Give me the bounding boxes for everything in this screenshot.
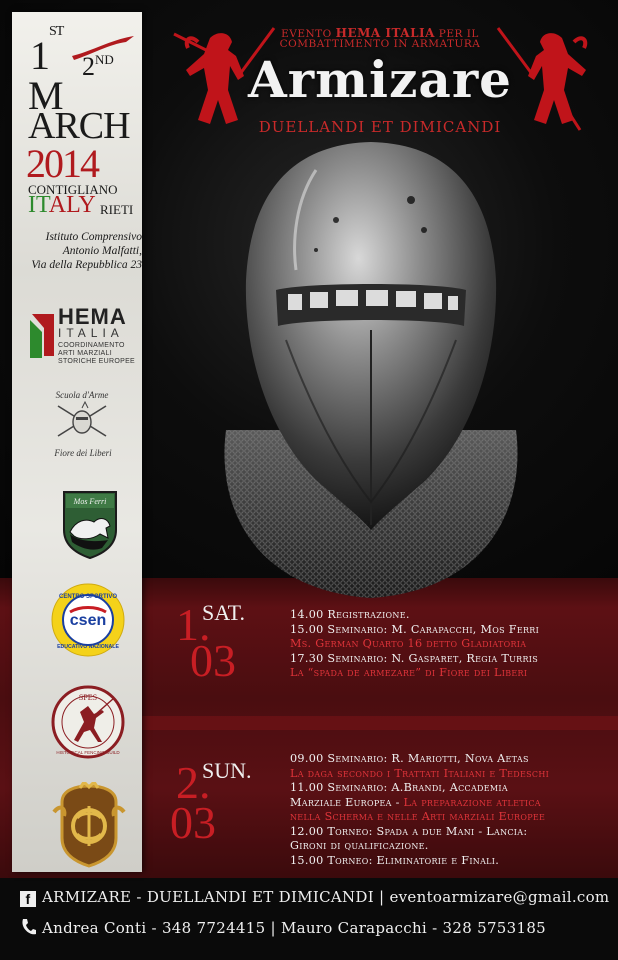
event-town: CONTIGLIANO [28,182,118,197]
schedule-item: 15.00 Torneo: Eliminatorie e Finali. [290,853,500,867]
svg-text:Mos Ferri: Mos Ferri [73,497,107,506]
month-initial: M [28,73,64,118]
day1-number: 1. [176,599,211,650]
gold-crest-logo [52,782,126,868]
facebook-icon[interactable]: f [20,891,36,907]
contact-phones[interactable]: Andrea Conti - 348 7724415 | Mauro Carapacchi - 328 5753185 [42,919,547,937]
csen-logo [50,582,126,658]
event-country: ITALY [28,192,96,218]
header-kicker-line2: COMBATTIMENTO IN ARMATURA [279,38,481,50]
phone-icon [20,918,36,936]
schedule-divider [142,716,618,730]
event-city: RIETI [100,202,134,217]
fiore-dei-liberi-logo: Scuola d'Arme Fiore dei Liberi [52,390,112,462]
svg-text:EDUCATIVO NAZIONALE: EDUCATIVO NAZIONALE [57,644,119,650]
day2-number: 2. [176,757,211,808]
svg-text:HISTORICAL FENCING GUILD: HISTORICAL FENCING GUILD [56,750,120,755]
hema-italia-logo: HEMA ITALIA COORDINAMENTO ARTI MARZIALI STORICHE EUROPEE [28,304,138,368]
event-subtitle: DUELLANDI ET DIMICANDI [258,118,502,136]
schedule-item-detail: La “spada de armezare” di Fiore dei Liberi [290,666,528,679]
info-sidebar [12,12,142,872]
svg-text:SPES: SPES [78,693,98,702]
date-first-day: 1ST [30,23,64,78]
day1-date: 03 [190,635,236,686]
event-year: 2014 [26,141,98,186]
day1-schedule [290,608,610,681]
contact-email[interactable]: eventoarmizare@gmail.com [389,888,610,906]
spes-guild-logo [50,684,126,760]
schedule-item: Gironi di qualificazione. [290,839,429,852]
crossed-swords-icon [52,400,112,442]
month-rest: ARCH [28,105,130,147]
footer-social-row: f ARMIZARE - DUELLANDI ET DIMICANDI | eventoarmizare@gmail.com [20,888,609,907]
venue-address: Istituto Comprensivo Antonio Malfatti, Via della Repubblica 23 [31,231,142,271]
footer-contacts-row [20,918,546,937]
schedule-item: Marziale Europea - La preparazione atletica [290,795,541,809]
schedule-item: 12.00 Torneo: Spada a due Mani - Lancia: [290,824,528,838]
schedule-item: 17.30 Seminario: N. Gasparet, Regia Turris [290,651,539,665]
schedule-item: 15.00 Seminario: M. Carapacchi, Mos Ferri [290,622,540,636]
date-second-day: 2ND [82,52,114,81]
day1-name: SAT. [202,600,245,625]
hema-flag-icon [28,308,56,360]
schedule-item-detail: Ms. German Quarto 16 detto Gladiatoria [290,637,527,650]
schedule-item-detail: nella Scherma e nelle Arti marziali Europee [290,810,546,823]
svg-text:CENTRO SPORTIVO: CENTRO SPORTIVO [58,594,118,600]
day2-name: SUN. [202,758,252,783]
facebook-page-name[interactable]: ARMIZARE - DUELLANDI ET DIMICANDI [42,888,374,906]
svg-text:csen: csen [69,612,107,629]
mos-ferri-shield-logo [62,490,118,560]
schedule-item: 09.00 Seminario: R. Mariotti, Nova Aetas [290,752,529,765]
header-kicker: EVENTO HEMA ITALIA PER IL [281,26,479,40]
day2-schedule [290,752,610,868]
schedule-item: 11.00 Seminario: A.Brandi, Accademia [290,781,508,794]
schedule-item-detail: La daga secondo i Trattati Italiani e Tedeschi [290,766,550,780]
fencing-helmet-image [196,130,546,600]
day2-date: 03 [170,797,216,848]
event-title: Armizare [248,50,512,109]
schedule-item: 14.00 Registrazione. [290,608,410,621]
